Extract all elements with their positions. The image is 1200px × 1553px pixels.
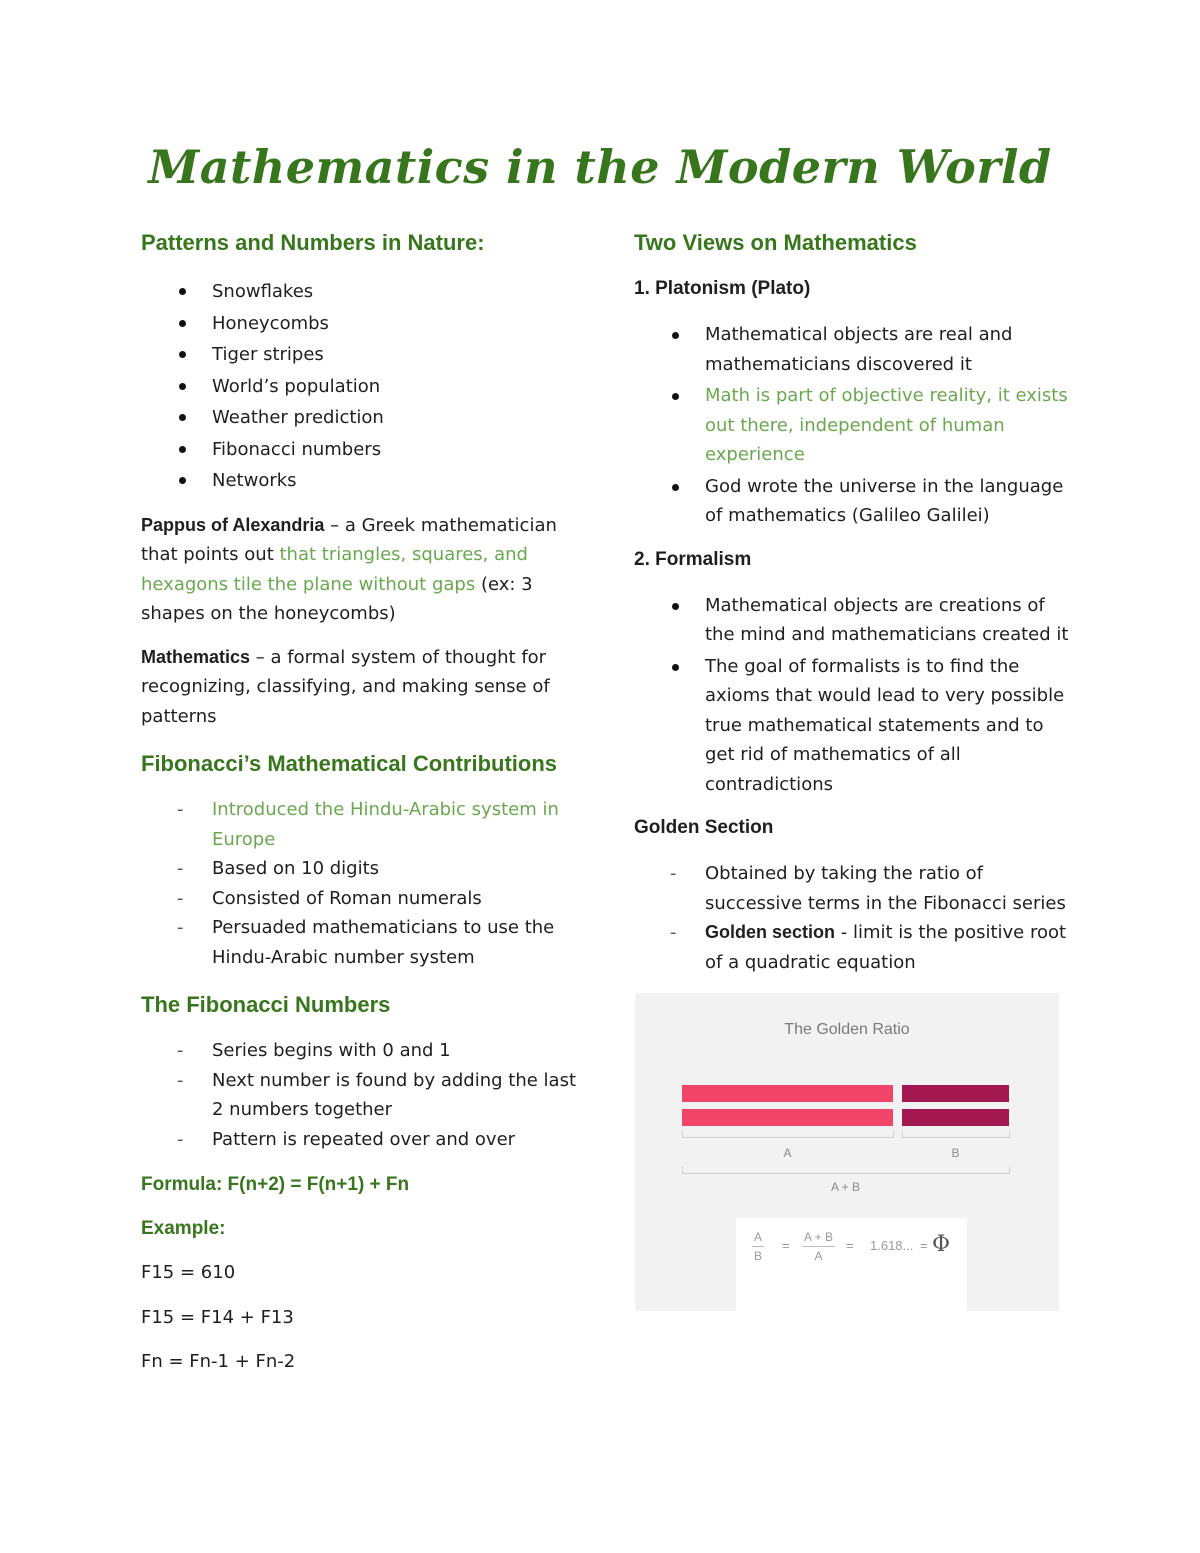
example-line: F15 = 610 bbox=[141, 1262, 236, 1283]
segment-b-bar bbox=[902, 1085, 1009, 1102]
figure-title: The Golden Ratio bbox=[784, 1021, 910, 1038]
segment-a-bar bbox=[682, 1109, 893, 1126]
list-item bbox=[634, 918, 1074, 977]
bracket-a bbox=[682, 1131, 894, 1138]
list-item-text: Obtained by taking the ratio of successive terms in the Fibonacci series bbox=[705, 863, 1066, 914]
dash-marker: - bbox=[177, 887, 184, 909]
denominator: A bbox=[814, 1249, 823, 1263]
formalism-list bbox=[634, 591, 1074, 800]
numerator: A + B bbox=[802, 1230, 835, 1247]
pappus-example: (ex: 3 shapes on the honeycombs) bbox=[141, 573, 533, 624]
list-item-text: Pattern is repeated over and over bbox=[212, 1128, 516, 1150]
phi-symbol: Φ bbox=[932, 1232, 951, 1257]
pappus-term: Pappus of Alexandria bbox=[141, 514, 325, 535]
fraction-ab-over-a bbox=[802, 1230, 835, 1263]
list-item-text: Based on 10 digits bbox=[212, 858, 380, 879]
list-item: World’s population bbox=[141, 371, 581, 403]
platonism-list bbox=[634, 320, 1074, 531]
dash-marker: - bbox=[177, 1128, 184, 1150]
mathematics-term: Mathematics bbox=[141, 646, 251, 667]
list-item: Mathematical objects are creations of the mind and mathematicians created it bbox=[634, 591, 1074, 650]
list-item: Tiger stripes bbox=[141, 339, 581, 371]
list-item: God wrote the universe in the language of mathematics (Galileo Galilei) bbox=[634, 472, 1074, 531]
dash-marker: - bbox=[670, 922, 677, 943]
list-item-text: Consisted of Roman numerals bbox=[212, 887, 482, 909]
golden-section-term: Golden section bbox=[705, 922, 836, 942]
fib-numbers-list bbox=[141, 1036, 581, 1154]
dash-marker: - bbox=[670, 863, 677, 884]
patterns-heading: Patterns and Numbers in Nature: bbox=[141, 230, 485, 255]
list-item-text: Series begins with 0 and 1 bbox=[212, 1040, 451, 1061]
list-item: Math is part of objective reality, it exists out there, independent of human experience bbox=[634, 381, 1074, 470]
equals-sign: = bbox=[782, 1238, 790, 1253]
formula: Formula: F(n+2) = F(n+1) + Fn bbox=[141, 1174, 410, 1195]
list-item: Mathematical objects are real and mathematicians discovered it bbox=[634, 320, 1074, 379]
fib-contrib-heading: Fibonacci’s Mathematical Contributions bbox=[141, 751, 558, 776]
label-a: A bbox=[783, 1146, 792, 1160]
list-item-text: Persuaded mathematicians to use the Hindu-Arabic number system bbox=[212, 917, 555, 968]
bracket-ab bbox=[682, 1167, 1010, 1174]
list-item bbox=[141, 1036, 581, 1066]
label-ab: A + B bbox=[830, 1180, 861, 1194]
label-b: B bbox=[951, 1146, 960, 1160]
fib-contrib-list bbox=[141, 795, 581, 972]
list-item bbox=[141, 1066, 581, 1125]
list-item bbox=[141, 1125, 581, 1155]
list-item: The goal of formalists is to find the axioms that would lead to very possible true mathematical statements and to get rid of mathematics of all contradictions bbox=[634, 652, 1074, 800]
fraction-a-over-b bbox=[752, 1230, 764, 1263]
example-line: F15 = F14 + F13 bbox=[141, 1306, 294, 1328]
bracket-b bbox=[902, 1131, 1010, 1138]
mathematics-definition bbox=[141, 643, 581, 732]
list-item bbox=[141, 795, 581, 854]
views-heading: Two Views on Mathematics bbox=[634, 230, 917, 255]
platonism-heading: 1. Platonism (Plato) bbox=[634, 278, 811, 299]
example-heading: Example: bbox=[141, 1218, 226, 1239]
equals-sign: = bbox=[846, 1238, 854, 1253]
page-title: Mathematics in the Modern World bbox=[148, 140, 1052, 194]
example-line: Fn = Fn-1 + Fn-2 bbox=[141, 1351, 296, 1372]
segment-b-bar bbox=[902, 1109, 1009, 1126]
numerator: A bbox=[752, 1230, 764, 1247]
list-item bbox=[141, 884, 581, 914]
dash-marker: - bbox=[177, 1040, 184, 1061]
list-item bbox=[141, 854, 581, 884]
fib-numbers-heading: The Fibonacci Numbers bbox=[141, 992, 391, 1017]
dash-marker: - bbox=[177, 917, 184, 938]
segment-a-bar bbox=[682, 1085, 893, 1102]
golden-list bbox=[634, 859, 1074, 977]
dash-marker: - bbox=[177, 858, 184, 879]
dash-marker: - bbox=[177, 799, 184, 820]
list-item bbox=[634, 859, 1074, 918]
ratio-equation bbox=[736, 1218, 967, 1311]
formalism-heading: 2. Formalism bbox=[634, 548, 752, 570]
list-item: Weather prediction bbox=[141, 402, 581, 434]
list-item: Networks bbox=[141, 465, 581, 497]
ratio-value: 1.618... bbox=[870, 1238, 914, 1253]
list-item-text: - limit is the positive root of a quadratic equation bbox=[705, 922, 1067, 973]
list-item-text: Introduced the Hindu-Arabic system in Europe bbox=[212, 799, 559, 850]
right-column bbox=[634, 226, 1074, 977]
pappus-highlight: that triangles, squares, and hexagons tile the plane without gaps bbox=[141, 544, 528, 595]
equals-sign: = bbox=[920, 1238, 928, 1253]
dash-marker: - bbox=[177, 1069, 184, 1091]
list-item bbox=[141, 913, 581, 972]
pappus-text: – a Greek mathematician that points out bbox=[141, 514, 557, 565]
denominator: B bbox=[754, 1249, 763, 1263]
list-item: Snowflakes bbox=[141, 276, 581, 308]
list-item-text: Next number is found by adding the last 2 numbers together bbox=[212, 1069, 577, 1120]
left-column bbox=[141, 226, 581, 1377]
mathematics-text: – a formal system of thought for recognizing, classifying, and making sense of patterns bbox=[141, 646, 550, 727]
list-item: Fibonacci numbers bbox=[141, 434, 581, 466]
pappus-paragraph bbox=[141, 511, 581, 629]
patterns-list bbox=[141, 276, 581, 497]
golden-ratio-figure bbox=[635, 993, 1059, 1311]
list-item: Honeycombs bbox=[141, 308, 581, 340]
golden-heading: Golden Section bbox=[634, 817, 774, 838]
